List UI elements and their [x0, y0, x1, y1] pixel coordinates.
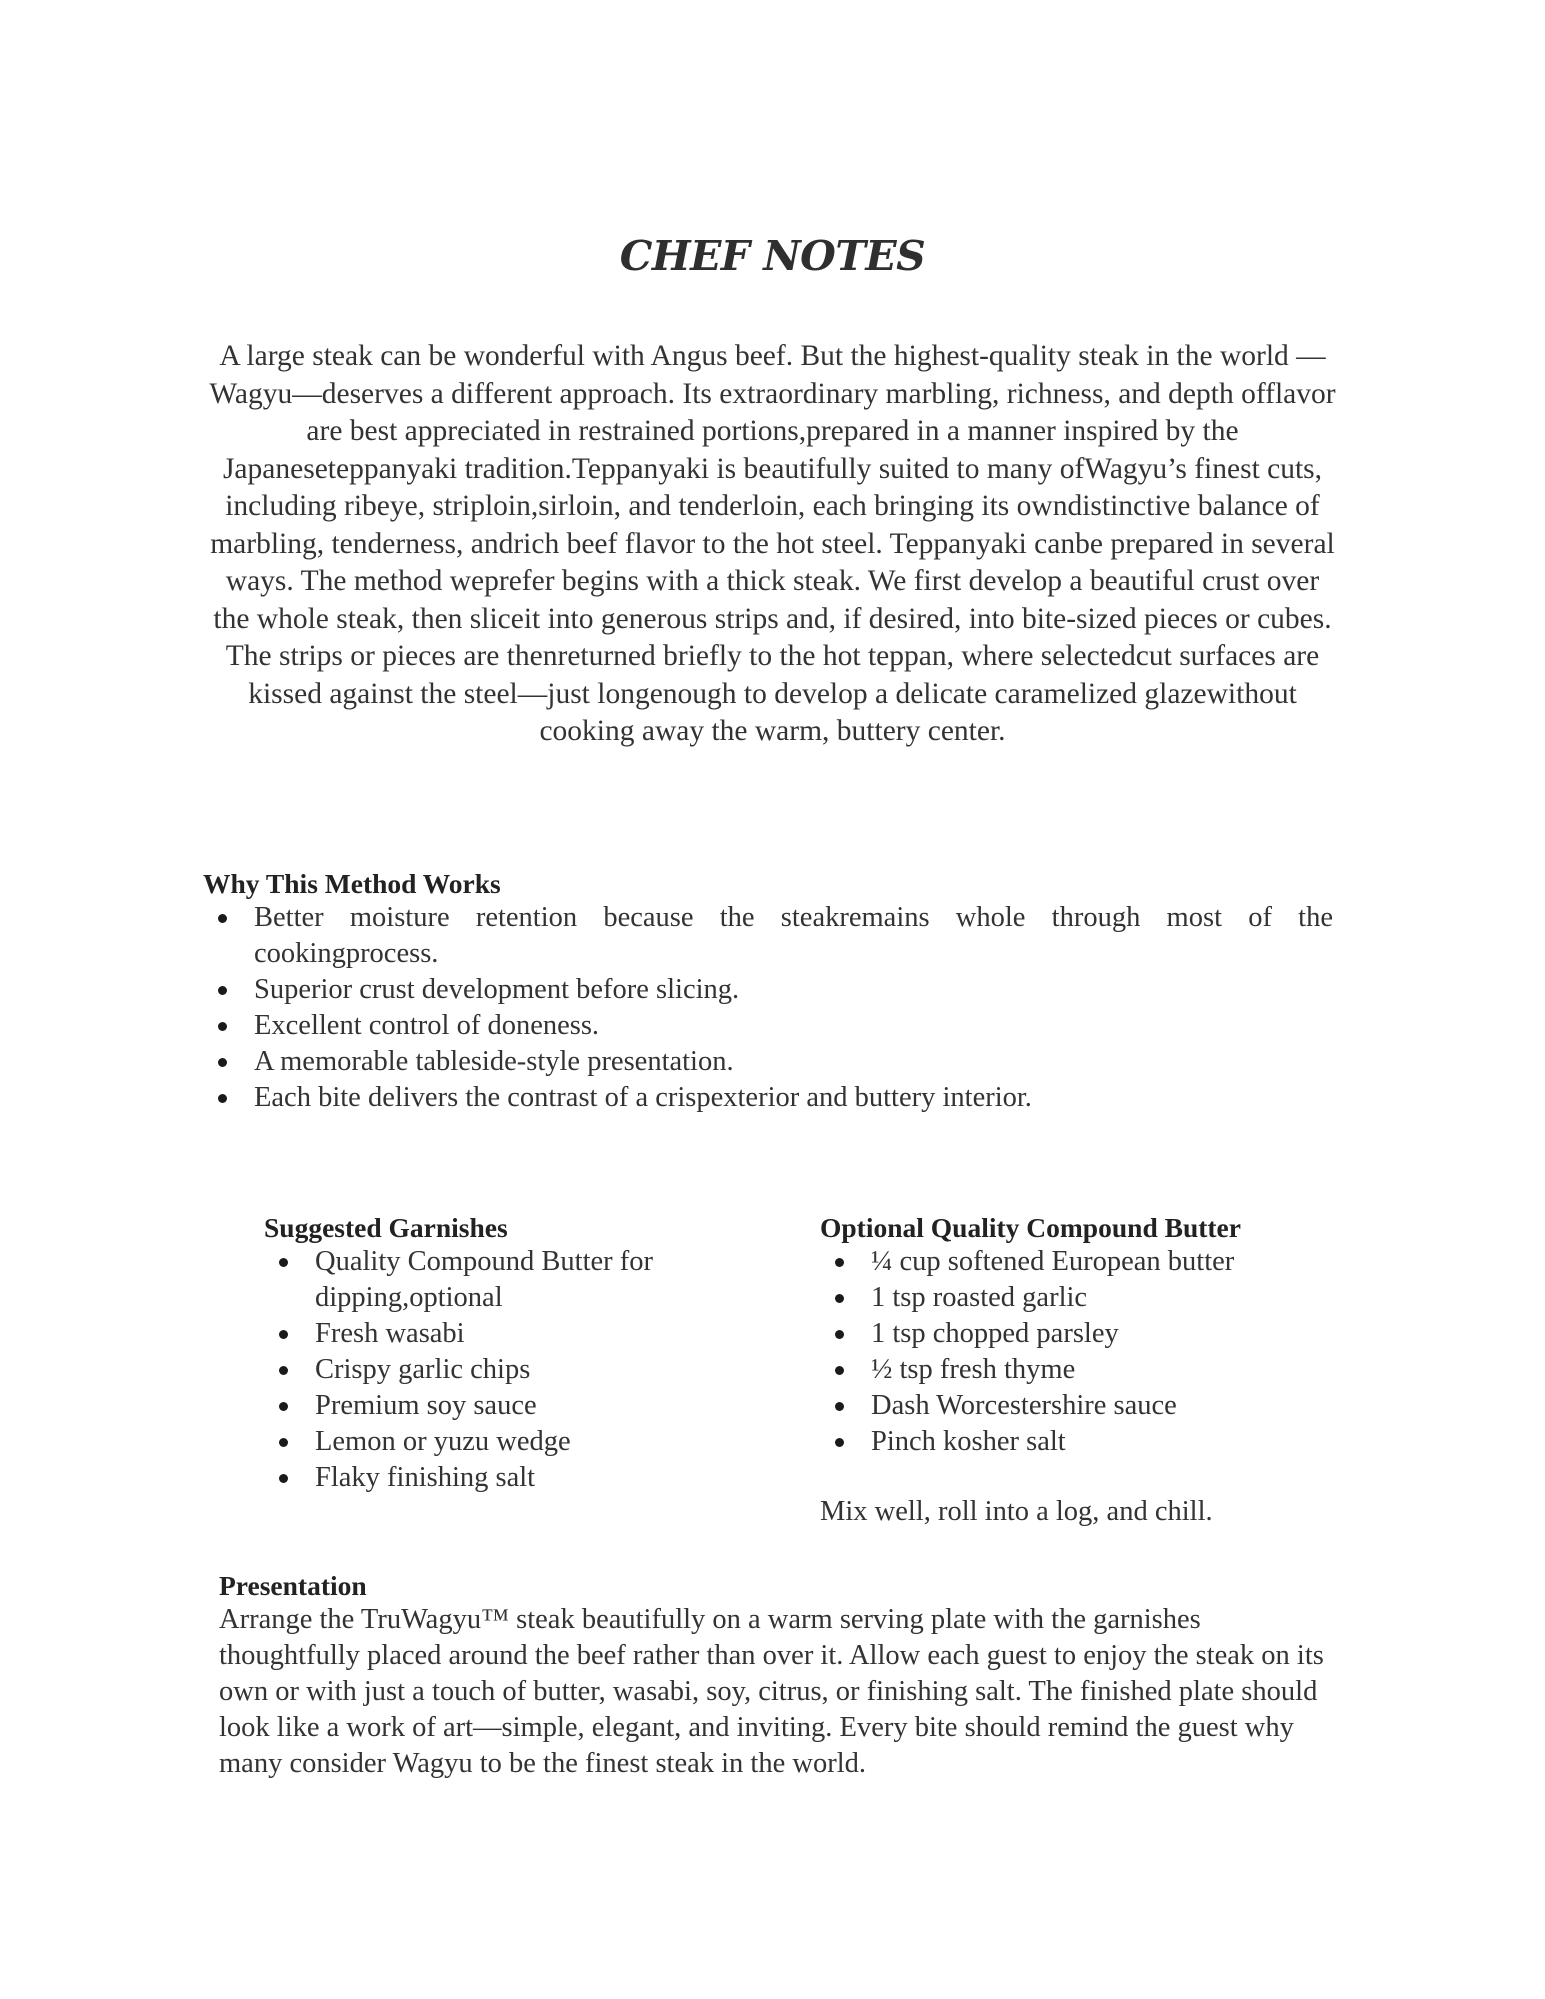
suggested-garnishes-section: [264, 1212, 724, 1496]
list-item: Better moisture retention because the steakremains whole through most of the cookingprocess.: [203, 900, 1333, 972]
list-item: Flaky finishing salt: [264, 1460, 724, 1496]
presentation-text: Arrange the TruWagyu™ steak beautifully on a warm serving plate with the garnishes thoughtfully placed around the beef rather than over it. Allow each guest to enjoy the steak on its own or with just a touch of butter, wasabi, soy, citrus, or finishing salt. The finished plate should look like a work of art—simple, elegant, and inviting. Every bite should remind the guest why many consider Wagyu to be the finest steak in the world.: [219, 1604, 1324, 1779]
why-heading: Why This Method Works: [203, 868, 501, 899]
butter-note: Mix well, roll into a log, and chill.: [820, 1496, 1213, 1527]
list-item: Premium soy sauce: [264, 1388, 724, 1424]
list-item: ½ tsp fresh thyme: [820, 1352, 1340, 1388]
list-item: Crispy garlic chips: [264, 1352, 724, 1388]
presentation-section: [219, 1570, 1339, 1782]
list-item: 1 tsp roasted garlic: [820, 1280, 1340, 1316]
list-item: Each bite delivers the contrast of a crispexterior and buttery interior.: [203, 1080, 1333, 1116]
page-title: CHEF NOTES: [619, 232, 926, 280]
butter-heading: Optional Quality Compound Butter: [820, 1212, 1241, 1243]
compound-butter-section: [820, 1212, 1340, 1530]
list-item: ¼ cup softened European butter: [820, 1244, 1340, 1280]
list-item: Quality Compound Butter for dipping,optional: [264, 1244, 724, 1316]
why-method-works-section: [203, 868, 1333, 1116]
list-item: Lemon or yuzu wedge: [264, 1424, 724, 1460]
list-item: Pinch kosher salt: [820, 1424, 1340, 1460]
intro-paragraph: A large steak can be wonderful with Angus beef. But the highest-quality steak in the world —Wagyu—deserves a different approach. Its extraordinary marbling, richness, and depth offlavor are best appreciated in restrained portions,prepared in a manner inspired by the Japaneseteppanyaki tradition.Teppanyaki is beautifully suited to many ofWagyu’s finest cuts, including ribeye, striploin,sirloin, and tenderloin, each bringing its owndistinctive balance of marbling, tenderness, andrich beef flavor to the hot steel. Teppanyaki canbe prepared in several ways. The method weprefer begins with a thick steak. We first develop a beautiful crust over the whole steak, then sliceit into generous strips and, if desired, into bite-sized pieces or cubes. The strips or pieces are thenreturned briefly to the hot teppan, where selectedcut surfaces are kissed against the steel—just longenough to develop a delicate caramelized glazewithout cooking away the warm, buttery center.: [209, 340, 1336, 747]
why-list: [203, 900, 1333, 1116]
butter-list: [820, 1244, 1340, 1460]
presentation-heading: Presentation: [219, 1570, 367, 1601]
list-item: A memorable tableside-style presentation.: [203, 1044, 1333, 1080]
list-item: Dash Worcestershire sauce: [820, 1388, 1340, 1424]
list-item: Excellent control of doneness.: [203, 1008, 1333, 1044]
garnishes-list: [264, 1244, 724, 1496]
list-item: Fresh wasabi: [264, 1316, 724, 1352]
garnishes-heading: Suggested Garnishes: [264, 1212, 508, 1243]
list-item: 1 tsp chopped parsley: [820, 1316, 1340, 1352]
list-item: Superior crust development before slicing.: [203, 972, 1333, 1008]
